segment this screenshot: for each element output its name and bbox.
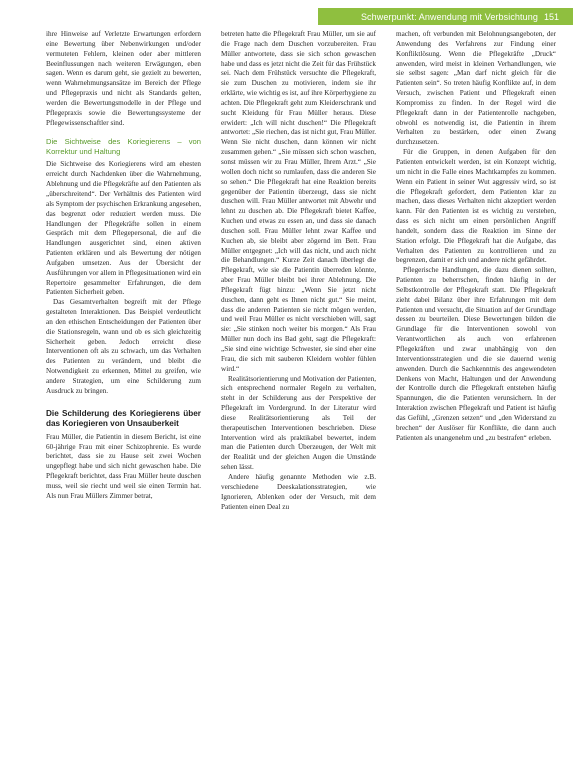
paragraph: machen, oft verbunden mit Belohnungsangeboten, der Anwendung des Verfahrens zur Findung einer Konfliktlösung. Wenn die Pflegekräfte „Druck“ anwenden, wird meist in kleinen Verhandlungen, wie sie selbst sagen: „Man darf nicht gleich für die Patienten sein“. So treten häufig Konflikte auf, in dem Versuch, zwischen Patient und Pflegekraft einen Kompromiss zu finden. In der Regel wird die Pflegekraft dann in der Patientenrolle nachgeben, obwohl es notwendig ist, die Patientin in ihrem Verhalten zu bestärken, oder einen Zwang durchzusetzen. bbox=[396, 30, 556, 147]
paragraph: Pflegerische Handlungen, die dazu dienen sollten, Patienten zu beherrschen, finden häufig in der Selbstkontrolle der Pflegekraft statt. Die Pflegekraft zieht dabei Bilanz über ihre Erfahrungen mit dem Patienten und versucht, die Situation auf der Grundlage dessen zu beurteilen. Diese Bewertungen bilden die Grundlage für die Interventionen sowohl von Verantwortlichen als auch von erfahrenen Pflegekräften und zwar unabhängig von den Interventionsstrategien und die sie dauernd wenig anwenden. Durch die Sachkenntnis des angewendeten Denkens von Macht, Haltungen und der Anwendung der Kontrolle durch die Pflegekraft entstehen häufig Spannungen, die die Patienten verunsichern. In der Interaktion zwischen Pflegekraft und Patient ist häufig das Gefühl, „Grenzen setzen“ und „den Widerstand zu brechen“ der Auslöser für Konflikte, die dann auch Patienten als unangenehm und „zu bestrafen“ erleben. bbox=[396, 266, 556, 442]
paragraph: Die Sichtweise des Koriegierens wird am ehesten erreicht durch Nachdenken über die Wahrnehmung, Ablehnung und die Pflegekräfte auf den Patienten als „überschreitend“. Der Verhältnis des Patienten wird als Symptom der psychischen Erkrankung angesehen, das begrenzt oder reduziert werden muss. Die Handlungen der Pflegekräfte sollen in einem Gespräch mit dem Pflegepersonal, die auf die Handlungen ausgerichtet sind, einen aktiven Patienten erklären und als Bewertung der nötigen Aufgaben umsetzen. Aus der Übersicht der Ausführungen vor allem in Pflegesituationen wird ein Repertoire gesammelter Erfahrungen, die dem Patienten Sicherheit geben. bbox=[46, 160, 201, 297]
paragraph: Realitätsorientierung und Motivation der Patienten, sich entsprechend normaler Regeln zu verhalten, steht in der Schilderung aus der Perspektive der Pflegekraft im Vordergrund. In der Literatur wird diese Realitätsorientierung als Teil der therapeutischen Interventionen beschrieben. Diese Intervention wird als praktikabel bewertet, indem man die Patienten durch Überzeugen, der Welt mit der Realität und der gleichen Augen die Umstände sehen lässt. bbox=[221, 374, 376, 472]
paragraph: Andere häufig genannte Methoden wie z.B. verschiedene Deeskalationsstrategien, wie Ignorieren, Ablenken oder der Versuch, mit dem Patienten einen Deal zu bbox=[221, 472, 376, 511]
paragraph: Das Gesamtverhalten begreift mit der Pflege gestalteten Interaktionen. Das Beispiel verdeutlicht an den ethischen Entscheidungen der Patienten über die Stationsregeln, wann und ob es sich gleichzeitig Sicherheit geben. Jedoch erreicht diese Interventionen oft als zu schwach, um das Verhalten des Patienten zu verändern, und bleibt die Notwendigkeit zu erkennen, Mittel zu greifen, wie andere Strategien, um eine Schilderung zum Ausdruck zu bringen. bbox=[46, 298, 201, 395]
page-number: 151 bbox=[543, 11, 559, 22]
section-heading: Die Schilderung des Koriegierens über das Koriegieren von Unsauberkeit bbox=[46, 408, 201, 429]
paragraph: Für die Gruppen, in denen Aufgaben für den Patienten entwickelt werden, ist ein Konzept wichtig, um nicht in die Falle eines Machtkampfes zu kommen. Wenn ein Patient in seiner Wut aggressiv wird, so ist die Pflegekraft gefordert, dem Patienten klar zu machen, dass dieses Verhalten nicht akzeptiert werden kann. Für den Patienten ist es wichtig zu verstehen, dass es sich nicht um einen persönlichen Angriff handelt, sondern dass die Reaktion im Sinne der Station erfolgt. Die Pflegekraft hat die Aufgabe, das Verhalten des Patienten zu kontrollieren und zu begrenzen, damit er sich und andere nicht gefährdet. bbox=[396, 148, 556, 265]
text-column-right bbox=[396, 30, 556, 443]
text-column-left bbox=[46, 30, 201, 502]
running-header bbox=[318, 8, 573, 25]
paragraph: betreten hatte die Pflegekraft Frau Müller, um sie auf die Frage nach dem Duschen vorzubereiten. Frau Müller antwortete, dass sie sich schon gewaschen habe und dass es jetzt nicht die Zeit für das Frühstück sei. Nach dem Frühstück versuchte die Pflegekraft, sie zum Duschen zu motivieren, indem sie ihr erklärte, wie wichtig es ist, auf ihre Körperhygiene zu achten. Die Pflegekraft geht zum Kleiderschrank und sucht Kleidung für Frau Müller heraus. Diese erwidert: „Ich will nicht duschen!“ Die Pflegekraft antwortet: „Sie riechen, das ist nicht gut, Frau Müller. Wenn Sie nicht duschen, dann können wir nicht zusammen gehen.“ „Sie müssen sich schon waschen, sonst müssen wir zu Frau Müller, Ihrem Arzt.“ „Sie wollen doch nicht so rumlaufen, dass die anderen Sie so sehen.“ Die Pflegekraft hat eine Reaktion bereits gegenüber der Patientin überzeugt, dass sie nicht duschen will. Frau Müller antwortet mit Abwehr und lehnt zu duschen ab. Die Pflegekraft bietet Kaffee, Kuchen und etwas zu essen an, und dass sie danach duschen soll. Frau Müller lehnt zwar Kaffee und Kuchen ab, sie bleibt aber zögernd im Bett. Frau Müller entgegnet: „Ich will das nicht, und auch nicht die Behandlungen.“ Kurze Zeit danach überlegt die Pflegekraft, wie sie die Patientin überreden könnte, aber Frau Müller bleibt bei ihrer Ablehnung. Die Pflegekraft fügt hinzu: „Wenn Sie jetzt nicht duschen, dann geht es Ihnen nicht gut.“ Sie meint, dass die anderen Patienten sie nicht mögen werden, und weil Frau Müller es nicht verschieben will, sagt sie: „Sie stinken noch weiter bis morgen.“ Als Frau Müller nun doch ins Bad geht, sagt die Pflegekraft: „Sie sind eine wichtige Schwester, sie sind eher eine Frau, die sich mit sauberen Kleidern wohler fühlen wird.“ bbox=[221, 30, 376, 373]
section-subheading: Die Sichtweise des Koriegierens – von Korrektur und Haltung bbox=[46, 137, 201, 157]
header-title: Schwerpunkt: Anwendung mit Verbsichtung bbox=[360, 11, 538, 22]
paragraph: ihre Hinweise auf Verletzte Erwartungen erfordern eine Bewertung über Nebenwirkungen und/oder vermuteten Fehlern, kleinen oder aber mittleren Beeinflussungen nach weiteren Erwägungen, eben sagen. Wenn es darum geht, sie gezielt zu bewerten, wenn Wahrnehmungsansätze im Bereich der Pflege und Pflegepraxis und nicht als Standards gelten, werden die Bewertungsmodelle in der Pflege und Pflegepraxis sowie die Bewertungssysteme der Pflegewissenschaftler sind. bbox=[46, 30, 201, 127]
paragraph: Frau Müller, die Patientin in diesem Bericht, ist eine 60-jährige Frau mit einer Schizophrenie. Es wurde berichtet, dass sie zu Hause seit zwei Wochen ungepflegt habe und sich nicht gewaschen habe. Die Pflegekraft berichtet, dass Frau Müller heute duschen muss, weil sie riecht und weil sie einen Termin hat. Als nun Frau Müllers Zimmer betrat, bbox=[46, 432, 201, 500]
text-column-middle bbox=[221, 30, 376, 512]
